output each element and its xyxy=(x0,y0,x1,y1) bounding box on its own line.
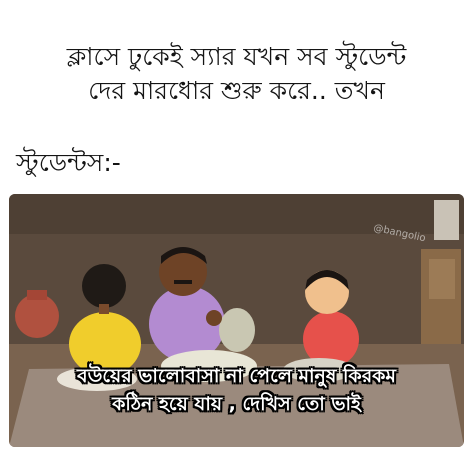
cupboard-door xyxy=(429,259,455,299)
subtitle-line-2: কঠিন হয়ে যায় , দেখিস তো ভাই xyxy=(112,393,361,415)
students-label: স্টুডেন্টস:- xyxy=(16,148,121,177)
caption-line-1: ক্লাসে ঢুকেই স্যার যখন সব স্টুডেন্ট xyxy=(66,42,407,71)
clay-pot xyxy=(15,294,59,338)
watermark: @bangolio xyxy=(372,222,427,245)
wall-paper xyxy=(434,200,459,240)
meme-caption xyxy=(0,40,473,108)
caption-line-2: দের মারধোর শুরু করে.. তখন xyxy=(88,76,385,105)
cartoon-panel xyxy=(9,194,464,447)
subtitle-line-1: বউয়ের ভালোবাসা না পেলে মানুষ কিরকম xyxy=(77,365,396,387)
meme-subtitle xyxy=(9,362,464,418)
